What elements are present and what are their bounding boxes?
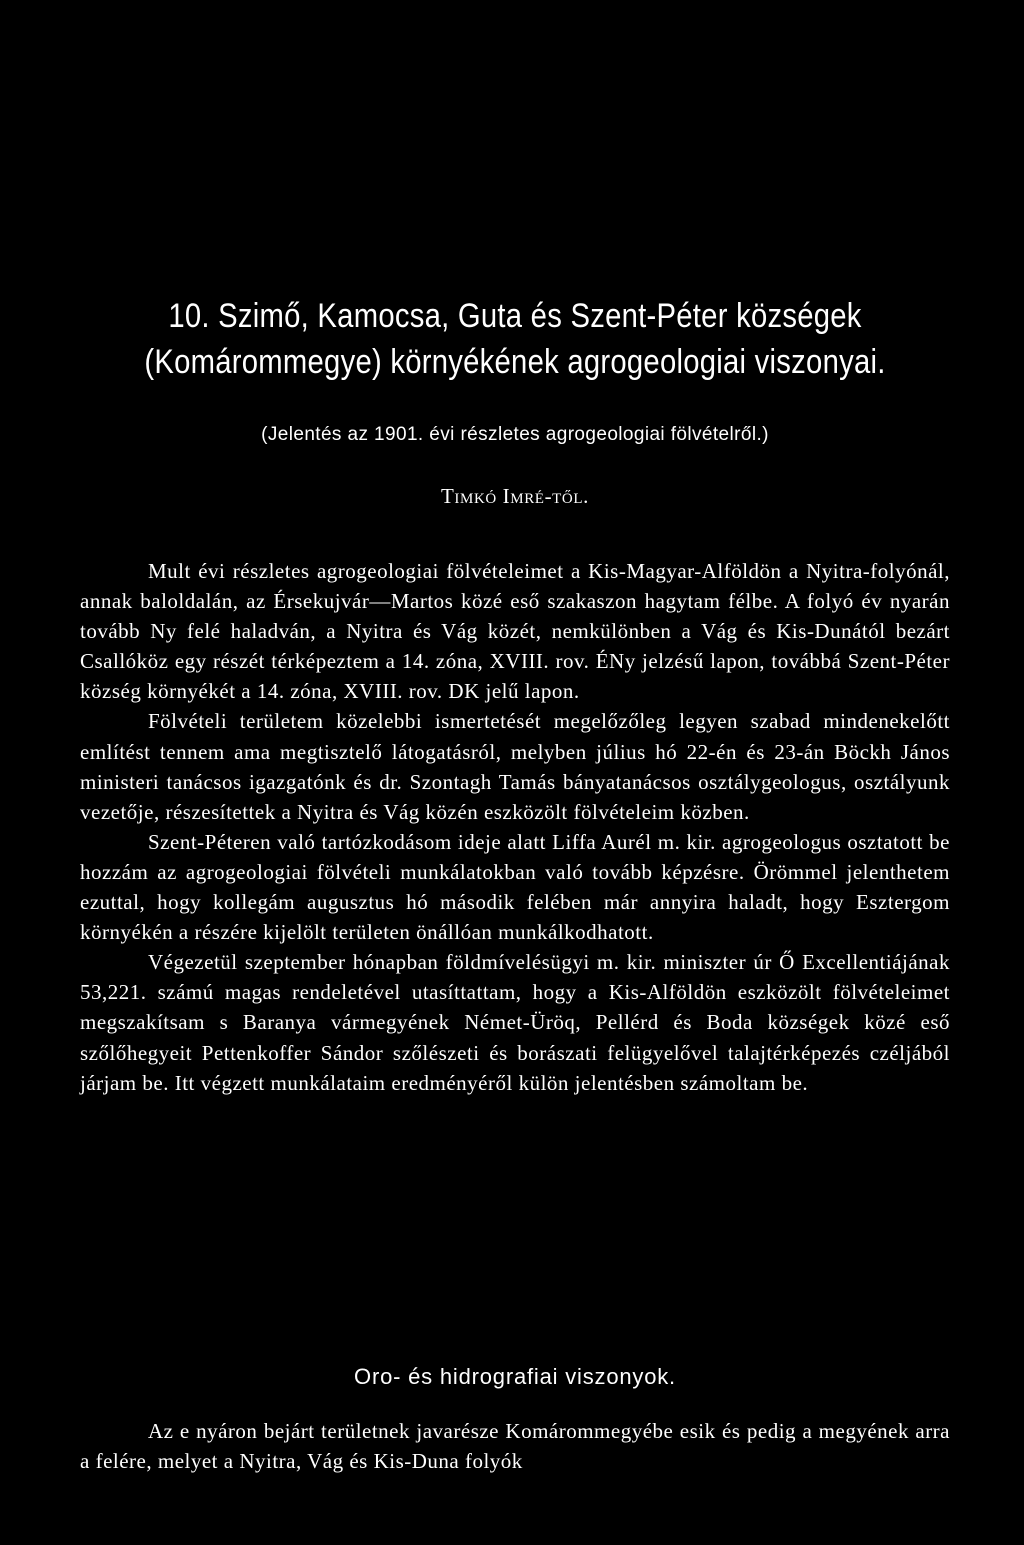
body-text bbox=[80, 556, 950, 1098]
paragraph-1: Mult évi részletes agrogeologiai fölvételeimet a Kis-Magyar-Alföldön a Nyitra-folyónál, annak baloldalán, az Érsekujvár—Martos közé eső szakaszon hagytam félbe. A folyó év nyarán tovább Ny felé haladván, a Nyitra és Vág közét, nemkülönben a Vág és Kis-Dunától bezárt Csallóköz egy részét térképeztem a 14. zóna, XVIII. rov. ÉNy jelzésű lapon, továbbá Szent-Péter község környékét a 14. zóna, XVIII. rov. DK jelű lapon. bbox=[80, 559, 950, 704]
paragraph-3: Szent-Péteren való tartózkodásom ideje alatt Liffa Aurél m. kir. agrogeologus osztatott be hozzám az agrogeologiai fölvételi munkálatokban való tovább képzésre. Örömmel jelenthetem ezuttal, hogy kollegám augusztus hó második felében már annyira haladt, hogy Esztergom környékén a részére kijelölt területen önállóan munkálkodhatott. bbox=[80, 829, 950, 945]
paragraph-4: Végezetül szeptember hónapban földmívelésügyi m. kir. miniszter úr Ő Excellentiájának 53,221. számú magas rendeletével utasíttattam, hogy a Kis-Alföldön eszközölt fölvételeimet megszakítsam s Baranya vármegyének Német-Üröq, Pellérd és Boda községek közé eső szőlőhegyeit Pettenkoffer Sándor szőlészeti és borászati felügyelővel talajtérképezés czéljából járjam be. Itt végzett munkálataim eredményéről külön jelentésben számoltam be. bbox=[80, 950, 950, 1095]
article-title-line-2: (Komárommegye) környékének agrogeologiai viszonyai. bbox=[144, 343, 886, 381]
article-subtitle: (Jelentés az 1901. évi részletes agrogeologiai fölvételről.) bbox=[261, 424, 769, 445]
paragraph-2: Fölvételi területem közelebbi ismertetését megelőzőleg legyen szabad mindenekelőtt említést tennem ama megtisztelő látogatásról, melyben július hó 22-én és 23-án Böckh János ministeri tanácsos igazgatónk és dr. Szontagh Tamás bányatanácsos osztálygeologus, osztályunk vezetője, részesítettek a Nyitra és Vág közén eszközölt fölvételeim közben. bbox=[80, 709, 950, 824]
author-name: Timkó Imré-től. bbox=[441, 484, 589, 508]
section-heading: Oro- és hidrografiai viszonyok. bbox=[354, 1364, 676, 1389]
article-title bbox=[141, 293, 889, 385]
article-author bbox=[80, 484, 950, 509]
section-body bbox=[80, 1416, 950, 1476]
article-title-line-1: 10. Szimő, Kamocsa, Guta és Szent-Péter községek bbox=[168, 297, 862, 335]
section-paragraph: Az e nyáron bejárt területnek javarésze Komárommegyébe esik és pedig a megyének arra a felére, melyet a Nyitra, Vág és Kis-Duna folyók bbox=[80, 1419, 950, 1474]
